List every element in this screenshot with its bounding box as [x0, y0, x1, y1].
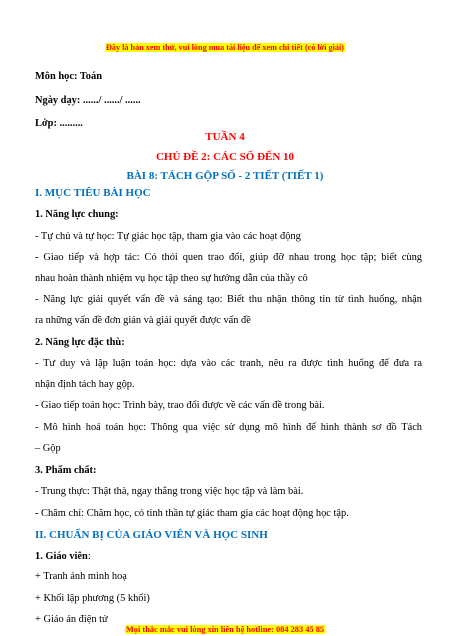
paragraph-line: - Trung thực: Thật thà, ngay thẳng trong việc học tập và làm bài. [35, 486, 304, 497]
preview-notice-text: Đây là bản xem thử, vui lòng mua tài liệu để xem chi tiết (có lời giải) [105, 43, 344, 52]
paragraph-line: – Gộp [35, 443, 61, 454]
list-item: + Giáo án điện tử [35, 614, 108, 625]
paragraph-line: nhau hoàn thành nhiệm vụ học tập theo sự hướng dẫn của thầy cô [35, 273, 308, 284]
subject-line: Môn học: Toán [35, 71, 102, 82]
paragraph-line: - Giao tiếp toán học: Trình bày, trao đổi được về các vấn đề trong bài. [35, 400, 325, 411]
date-line: Ngày dạy: ....../ ....../ ...... [35, 95, 141, 106]
paragraph-line: - Năng lực giải quyết vấn đề và sáng tạo: Biết thu nhận thông tin từ tình huống, nhận [35, 294, 422, 305]
hotline-footer-text: Mọi thắc mắc vui lòng xin liên hệ hotline: 084 283 45 85 [125, 625, 325, 634]
paragraph-line: - Giao tiếp và hợp tác: Có thói quen trao đổi, giúp đỡ nhau trong học tập; biết cùng [35, 252, 422, 263]
specific-competence-heading: 2. Năng lực đặc thù: [35, 337, 125, 348]
teacher-heading [35, 550, 422, 563]
week-title: TUẦN 4 [205, 131, 245, 143]
section-2-title: II. CHUẨN BỊ CỦA GIÁO VIÊN VÀ HỌC SINH [35, 529, 268, 541]
list-item: + Tranh ảnh minh hoạ [35, 571, 127, 582]
preview-notice-banner [0, 42, 450, 53]
list-item: + Khối lập phương (5 khối) [35, 593, 150, 604]
paragraph-line: ra những vấn đề đơn giản và giải quyết được vấn đề [35, 315, 251, 326]
paragraph-line: - Tư duy và lập luận toán học: dựa vào các tranh, nêu ra được tình huống để đưa ra [35, 358, 422, 369]
paragraph-line: - Chăm chỉ: Chăm học, có tinh thần tự giác tham gia các hoạt động học tập. [35, 508, 349, 519]
teacher-heading-colon: : [87, 551, 91, 562]
paragraph-line: - Tự chủ và tự học: Tự giác học tập, tham gia vào các hoạt động [35, 231, 301, 242]
class-line: Lớp: ......... [35, 118, 83, 129]
hotline-footer-banner [0, 624, 450, 635]
lesson-title: BÀI 8: TÁCH GỘP SỐ - 2 TIẾT (TIẾT 1) [126, 170, 324, 182]
teacher-heading-label: 1. Giáo viên [35, 551, 88, 562]
paragraph-line: - Mô hình hoá toán học: Thông qua việc sử dụng mô hình để hình thành sơ đồ Tách [35, 422, 422, 433]
qualities-heading: 3. Phẩm chất: [35, 465, 97, 476]
paragraph-line: nhận định tách hay gộp. [35, 379, 135, 390]
section-1-title: I. MỤC TIÊU BÀI HỌC [35, 187, 151, 199]
general-competence-heading: 1. Năng lực chung: [35, 209, 119, 220]
topic-title: CHỦ ĐỀ 2: CÁC SỐ ĐẾN 10 [155, 151, 295, 163]
